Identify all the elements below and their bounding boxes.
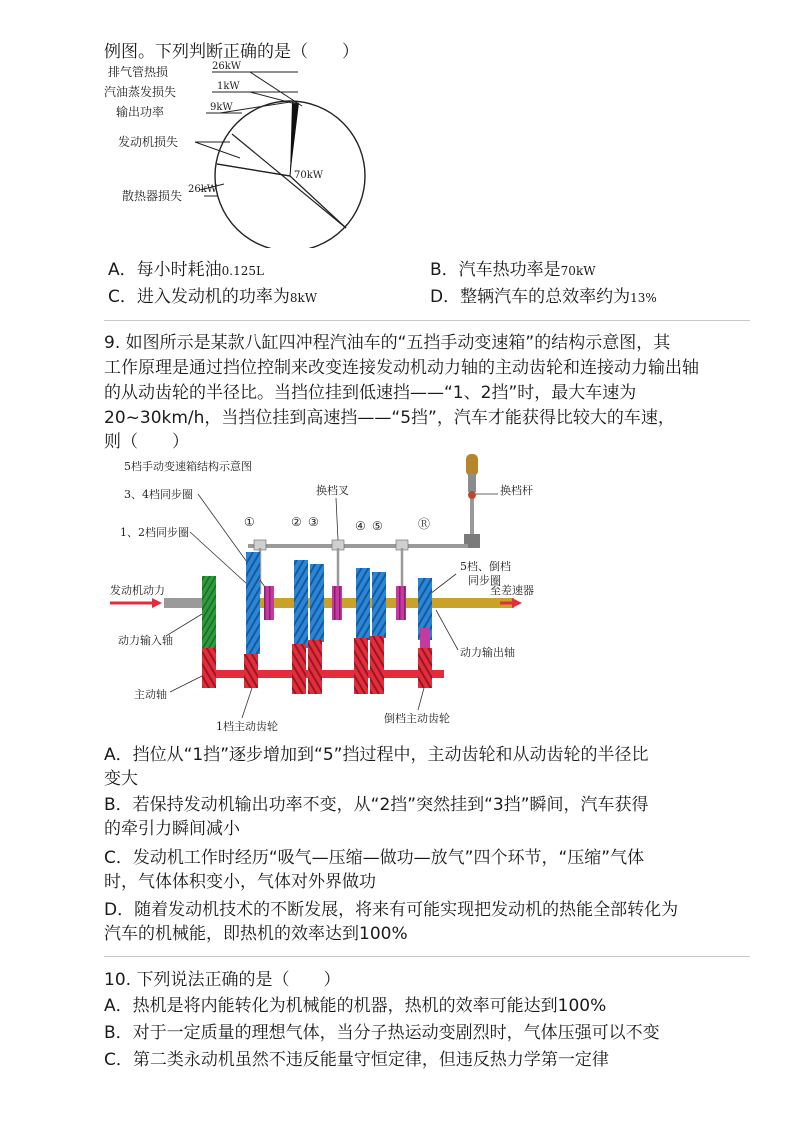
q8-stem-tail: 例图。下列判断正确的是（ ） xyxy=(104,42,359,62)
mark-gear-5: ⑤ xyxy=(372,519,383,533)
q9-option-c-line-1: C．发动机工作时经历“吸气—压缩—做功—放气”四个环节，“压缩”气体 xyxy=(104,848,645,868)
drive-gear-4 xyxy=(354,638,368,694)
q9-stem-line-5: 则（ ） xyxy=(104,432,189,452)
pie-label-output: 输出功率 xyxy=(116,105,165,119)
sync-12 xyxy=(264,586,274,620)
label-main-shaft: 主动轴 xyxy=(134,688,167,701)
q10-option-b: B．对于一定质量的理想气体，当分子热运动变剧烈时，气体压强可以不变 xyxy=(104,1023,660,1043)
driven-gear-3 xyxy=(310,564,324,642)
mark-gear-r: Ⓡ xyxy=(418,517,431,531)
driven-gear-1 xyxy=(246,552,260,654)
label-output-shaft: 动力输出轴 xyxy=(460,646,515,659)
label-sync5r-1: 5档、倒档 xyxy=(460,560,511,573)
drive-gear-r xyxy=(418,648,432,688)
q10-option-c: C．第二类永动机虽然不违反能量守恒定律，但违反热力学第一定律 xyxy=(104,1050,609,1070)
drive-gear-5 xyxy=(370,636,384,694)
mark-gear-2: ② xyxy=(291,515,302,529)
label-reverse-drive: 倒档主动齿轮 xyxy=(384,712,450,725)
label-sync34: 3、4档同步圈 xyxy=(124,488,193,501)
q8-option-c: C．进入发动机的功率为8kW xyxy=(108,287,318,307)
q9-option-a-line-2: 变大 xyxy=(104,769,138,789)
q8-option-d: D．整辆汽车的总效率约为13% xyxy=(430,287,657,307)
q9-stem-line-2: 工作原理是通过挡位控制来改变连接发动机动力轴的主动齿轮和连接动力输出轴 xyxy=(104,358,699,378)
gearbox-diagram xyxy=(104,448,544,738)
label-shift-lever: 换档杆 xyxy=(500,484,533,497)
label-to-differential: 至差速器 xyxy=(490,584,534,597)
pie-value-exhaust: 26kW xyxy=(212,61,242,72)
sync-34 xyxy=(332,586,342,620)
label-gear1-drive: 1档主动齿轮 xyxy=(216,720,278,733)
pie-label-evap: 汽油蒸发损失 xyxy=(104,85,177,99)
pie-label-radiator: 散热器损失 xyxy=(122,189,183,203)
divider xyxy=(104,320,750,321)
main-input-gear xyxy=(202,648,216,688)
pie-value-evap: 1kW xyxy=(217,81,240,92)
label-input-shaft: 动力输入轴 xyxy=(118,634,173,647)
q8-option-a: A．每小时耗油0.125L xyxy=(108,260,264,280)
pie-value-radiator: 26kW xyxy=(188,184,218,195)
pie-label-exhaust: 排气管热损 xyxy=(108,65,169,79)
q10-stem: 10. 下列说法正确的是（ ） xyxy=(104,970,341,990)
q9-option-c-line-2: 时，气体体积变小，气体对外界做功 xyxy=(104,872,376,892)
q9-option-d-line-2: 汽车的机械能，即热机的效率达到100% xyxy=(104,924,408,944)
q9-option-a-line-1: A．挡位从“1挡”逐步增加到“5”挡过程中，主动齿轮和从动齿轮的半径比 xyxy=(104,745,649,765)
q9-option-b-line-2: 的牵引力瞬间减小 xyxy=(104,819,240,839)
q9-stem-line-1: 9. 如图所示是某款八缸四冲程汽油车的“五挡手动变速箱”的结构示意图，其 xyxy=(104,333,671,353)
mark-gear-1: ① xyxy=(244,515,255,529)
drive-gear-2 xyxy=(292,644,306,694)
q8-pie-chart xyxy=(100,58,380,248)
pie-value-engine: 70kW xyxy=(294,170,324,181)
label-shift-fork: 换档叉 xyxy=(316,484,349,497)
label-engine-power: 发动机动力 xyxy=(110,584,165,597)
driven-gear-5 xyxy=(372,572,386,638)
shift-lever-knob xyxy=(466,454,478,476)
label-sync12: 1、2档同步圈 xyxy=(120,526,189,539)
q9-stem-line-3: 的从动齿轮的半径比。当挡位挂到低速挡——“1、2挡”时，最大车速为 xyxy=(104,383,637,403)
divider xyxy=(104,956,750,957)
shift-fork-rail xyxy=(248,544,468,548)
sync-5r xyxy=(396,586,406,620)
main-shaft xyxy=(204,670,444,678)
drive-gear-3 xyxy=(308,640,322,694)
q8-option-b: B．汽车热功率是70kW xyxy=(430,260,596,280)
driven-gear-4 xyxy=(356,568,370,640)
mark-gear-4: ④ xyxy=(355,519,366,533)
driven-gear-2 xyxy=(294,560,308,648)
q9-option-d-line-1: D．随着发动机技术的不断发展，将来有可能实现把发动机的热能全部转化为 xyxy=(104,900,679,920)
q10-option-a: A．热机是将内能转化为机械能的机器，热机的效率可能达到100% xyxy=(104,996,607,1016)
drive-gear-1 xyxy=(244,654,258,688)
pie-value-output: 9kW xyxy=(210,102,233,113)
q9-option-b-line-1: B．若保持发动机输出功率不变，从“2挡”突然挂到“3挡”瞬间，汽车获得 xyxy=(104,795,649,815)
pie-label-engine: 发动机损失 xyxy=(118,135,179,149)
q9-stem-line-4: 20~30km/h，当挡位挂到高速挡——“5挡”，汽车才能获得比较大的车速， xyxy=(104,408,675,428)
mark-gear-3: ③ xyxy=(308,515,319,529)
diagram-title: 5档手动变速箱结构示意图 xyxy=(124,460,252,473)
label-sync5r-2: 同步圈 xyxy=(468,574,501,587)
